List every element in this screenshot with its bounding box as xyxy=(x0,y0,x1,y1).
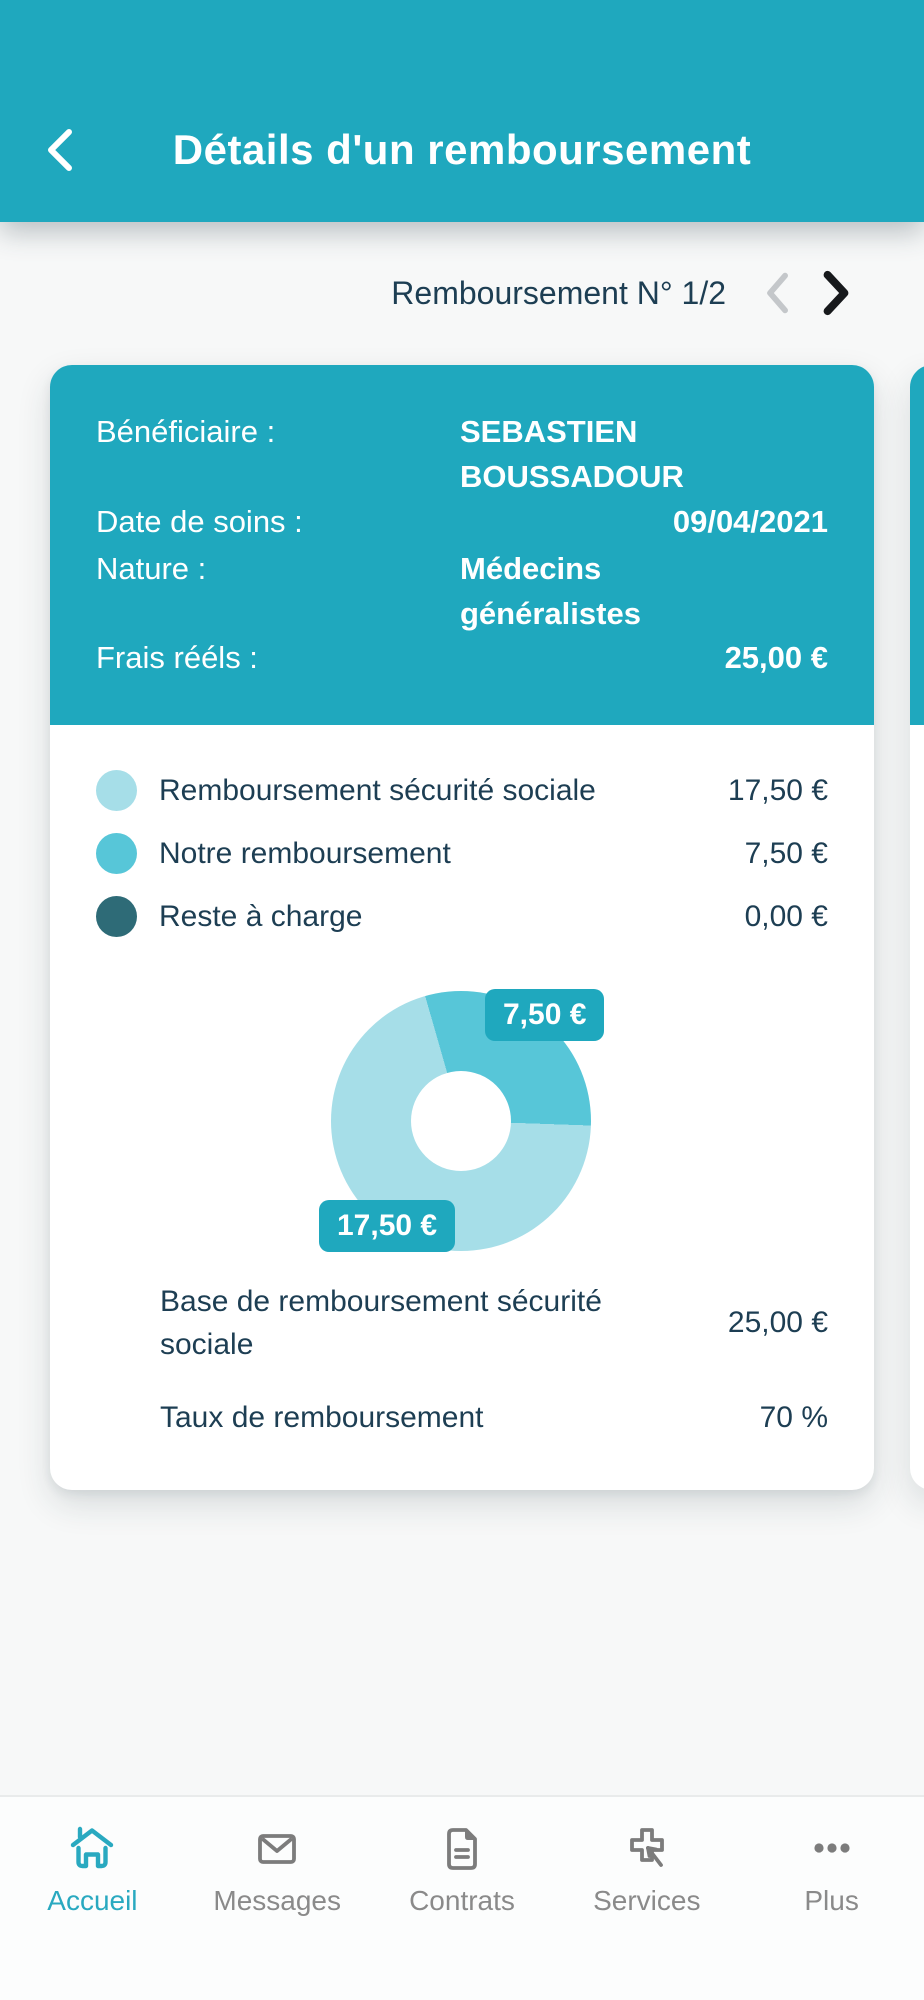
field-beneficiaire xyxy=(96,409,828,499)
field-label: Bénéficiaire : xyxy=(96,414,276,449)
detail-row-taux-remboursement xyxy=(160,1396,828,1439)
field-value: Médecins généralistes xyxy=(460,551,641,631)
nav-item-plus[interactable] xyxy=(739,1797,924,2000)
chart-callout-notre-remboursement: 7,50 € xyxy=(485,989,604,1041)
page-title: Détails d'un remboursement xyxy=(172,126,752,173)
legend-label: Reste à charge xyxy=(159,899,363,933)
legend-value: 0,00 € xyxy=(744,899,828,933)
nav-label: Messages xyxy=(213,1885,341,1916)
detail-value: 25,00 € xyxy=(727,1306,828,1339)
reimbursement-card[interactable] xyxy=(50,365,874,1490)
legend-value: 7,50 € xyxy=(744,836,828,870)
chart-callout-securite-sociale: 17,50 € xyxy=(319,1200,455,1252)
field-value: 09/04/2021 xyxy=(672,504,828,539)
field-value: SEBASTIEN BOUSSADOUR xyxy=(460,414,684,494)
field-frais-reels xyxy=(96,635,828,680)
detail-value: 70 % xyxy=(759,1400,828,1434)
legend-item-securite-sociale xyxy=(96,759,828,822)
home-icon xyxy=(66,1823,118,1875)
field-label: Frais rééls : xyxy=(96,640,258,675)
detail-label: Base de remboursement sécurité sociale xyxy=(160,1285,602,1361)
bottom-nav xyxy=(0,1795,924,2000)
legend-dot-dark-teal xyxy=(96,896,137,937)
donut-hole xyxy=(411,1071,511,1171)
nav-item-messages[interactable] xyxy=(185,1797,370,2000)
legend-item-reste-a-charge xyxy=(96,885,828,948)
detail-rows xyxy=(160,1280,828,1469)
field-nature xyxy=(96,546,828,636)
detail-label: Taux de remboursement xyxy=(160,1401,484,1434)
pager-label: Remboursement N° 1/2 xyxy=(391,274,726,311)
envelope-icon xyxy=(251,1823,303,1875)
next-card-sliver[interactable] xyxy=(910,365,924,1490)
back-button[interactable] xyxy=(30,120,90,180)
legend-value: 17,50 € xyxy=(727,773,828,807)
nav-item-accueil[interactable] xyxy=(0,1797,185,2000)
app-header xyxy=(0,0,924,222)
legend-label: Remboursement sécurité sociale xyxy=(159,773,596,807)
chart-legend xyxy=(96,759,828,948)
reimbursement-pager xyxy=(0,260,866,326)
header-row xyxy=(0,98,924,202)
medical-cross-cursor-icon xyxy=(621,1823,673,1875)
detail-row-base-remboursement xyxy=(160,1280,828,1366)
nav-label: Plus xyxy=(804,1885,859,1916)
pager-next-button[interactable] xyxy=(806,262,866,324)
nav-label: Services xyxy=(593,1885,701,1916)
document-icon xyxy=(436,1823,488,1875)
nav-item-services[interactable] xyxy=(554,1797,739,2000)
chevron-left-icon xyxy=(38,128,82,172)
chevron-left-icon xyxy=(760,271,794,315)
legend-dot-light-teal xyxy=(96,770,137,811)
legend-label: Notre remboursement xyxy=(159,836,451,870)
ellipsis-icon xyxy=(806,1823,858,1875)
nav-item-contrats[interactable] xyxy=(370,1797,555,2000)
field-label: Date de soins : xyxy=(96,504,303,539)
field-date-de-soins xyxy=(96,499,828,544)
pager-prev-button[interactable] xyxy=(748,263,806,323)
chevron-right-icon xyxy=(818,270,854,316)
nav-label: Contrats xyxy=(409,1885,515,1916)
field-label: Nature : xyxy=(96,551,207,586)
card-summary xyxy=(50,365,874,725)
nav-label: Accueil xyxy=(47,1885,138,1916)
legend-dot-teal xyxy=(96,833,137,874)
legend-item-notre-remboursement xyxy=(96,822,828,885)
next-card-header xyxy=(910,365,924,725)
field-value: 25,00 € xyxy=(724,640,828,675)
